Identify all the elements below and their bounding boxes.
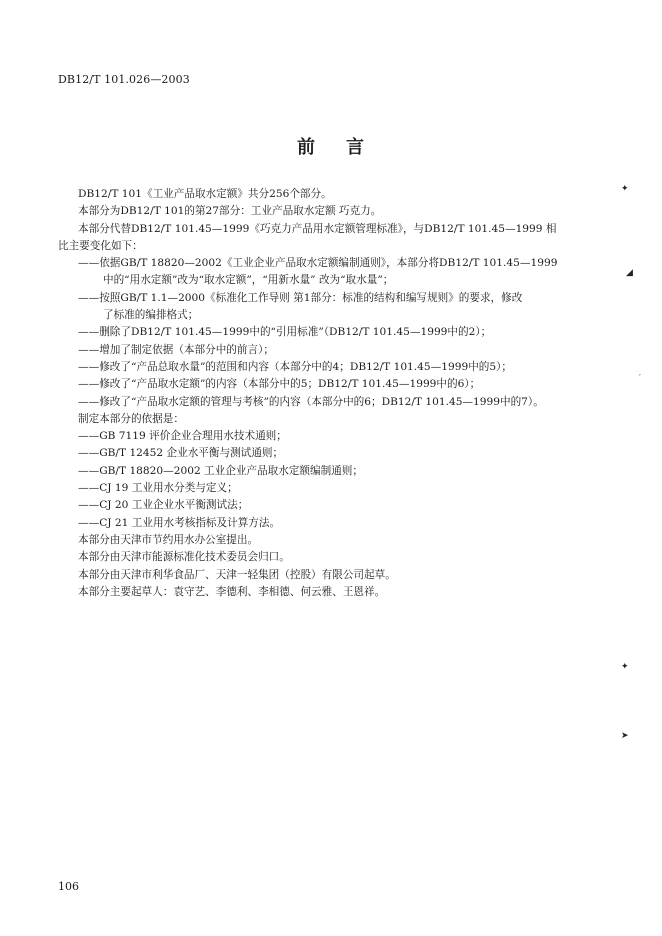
scan-mark-icon: ✦	[621, 184, 629, 194]
statement: 本部分由天津市节约用水办公室提出。	[78, 533, 259, 546]
basis-item: ——GB 7119 评价企业合理用水技术通则；	[78, 430, 287, 443]
change-item: ——修改了“产品取水定额的管理与考核”的内容（本部分中的6；DB12/T 101.45—1999中的7）。	[78, 395, 544, 408]
basis-heading: 制定本部分的依据是：	[78, 412, 184, 425]
paragraph: 本部分代替DB12/T 101.45—1999《巧克力产品用水定额管理标准》，与DB12/T 101.45—1999 相	[78, 222, 557, 235]
change-item: ——增加了制定依据（本部分中的前言）；	[78, 343, 274, 356]
statement: 本部分由天津市利华食品厂、天津一轻集团（控股）有限公司起草。	[78, 568, 396, 581]
change-item-continuation: 中的“用水定额”改为“取水定额”，“用新水量” 改为“取水量”；	[103, 274, 394, 287]
document-code: DB12/T 101.026—2003	[58, 73, 190, 86]
basis-item: ——GB/T 18820—2002 工业企业产品取水定额编制通则；	[78, 464, 363, 477]
paragraph: DB12/T 101《工业产品取水定额》共分256个部分。	[78, 188, 332, 200]
scan-mark-icon: ◢	[626, 268, 633, 278]
scan-mark-icon: ,	[639, 370, 641, 377]
change-item: ——按照GB/T 1.1—2000《标准化工作导则 第1部分：标准的结构和编写规则》的要求，修改	[78, 291, 523, 304]
statement: 本部分主要起草人：袁守艺、李德利、李相德、何云雅、王恩祥。	[78, 585, 386, 598]
title-char-1: 前	[297, 137, 316, 158]
change-item: ——删除了DB12/T 101.45—1999中的“引用标准”（DB12/T 101.45—1999中的2）；	[78, 326, 492, 339]
statement: 本部分由天津市能源标准化技术委员会归口。	[78, 551, 290, 564]
scan-mark-icon: ➤	[621, 731, 629, 741]
page-title	[0, 133, 662, 159]
change-item-continuation: 了标准的编排格式；	[103, 309, 199, 322]
change-item: ——修改了“产品总取水量”的范围和内容（本部分中的4；DB12/T 101.45—1999中的5）；	[78, 360, 513, 373]
basis-item: ——GB/T 12452 企业水平衡与测试通则；	[78, 447, 284, 460]
scan-mark-icon: ✦	[621, 662, 629, 672]
paragraph-continuation: 比主要变化如下：	[58, 239, 143, 252]
change-item: ——依据GB/T 18820—2002《工业企业产品取水定额编制通则》，本部分将DB12/T 101.45—1999	[78, 257, 558, 270]
basis-item: ——CJ 20 工业企业水平衡测试法；	[78, 499, 249, 512]
change-item: ——修改了“产品取水定额”的内容（本部分中的5；DB12/T 101.45—1999中的6）；	[78, 378, 481, 391]
paragraph: 本部分为DB12/T 101的第27部分：工业产品取水定额 巧克力。	[78, 205, 382, 218]
basis-item: ——CJ 21 工业用水考核指标及计算方法。	[78, 516, 281, 529]
foreword-body	[58, 186, 578, 601]
page-number: 106	[58, 880, 79, 893]
title-char-2: 言	[346, 137, 365, 158]
basis-item: ——CJ 19 工业用水分类与定义；	[78, 482, 238, 495]
